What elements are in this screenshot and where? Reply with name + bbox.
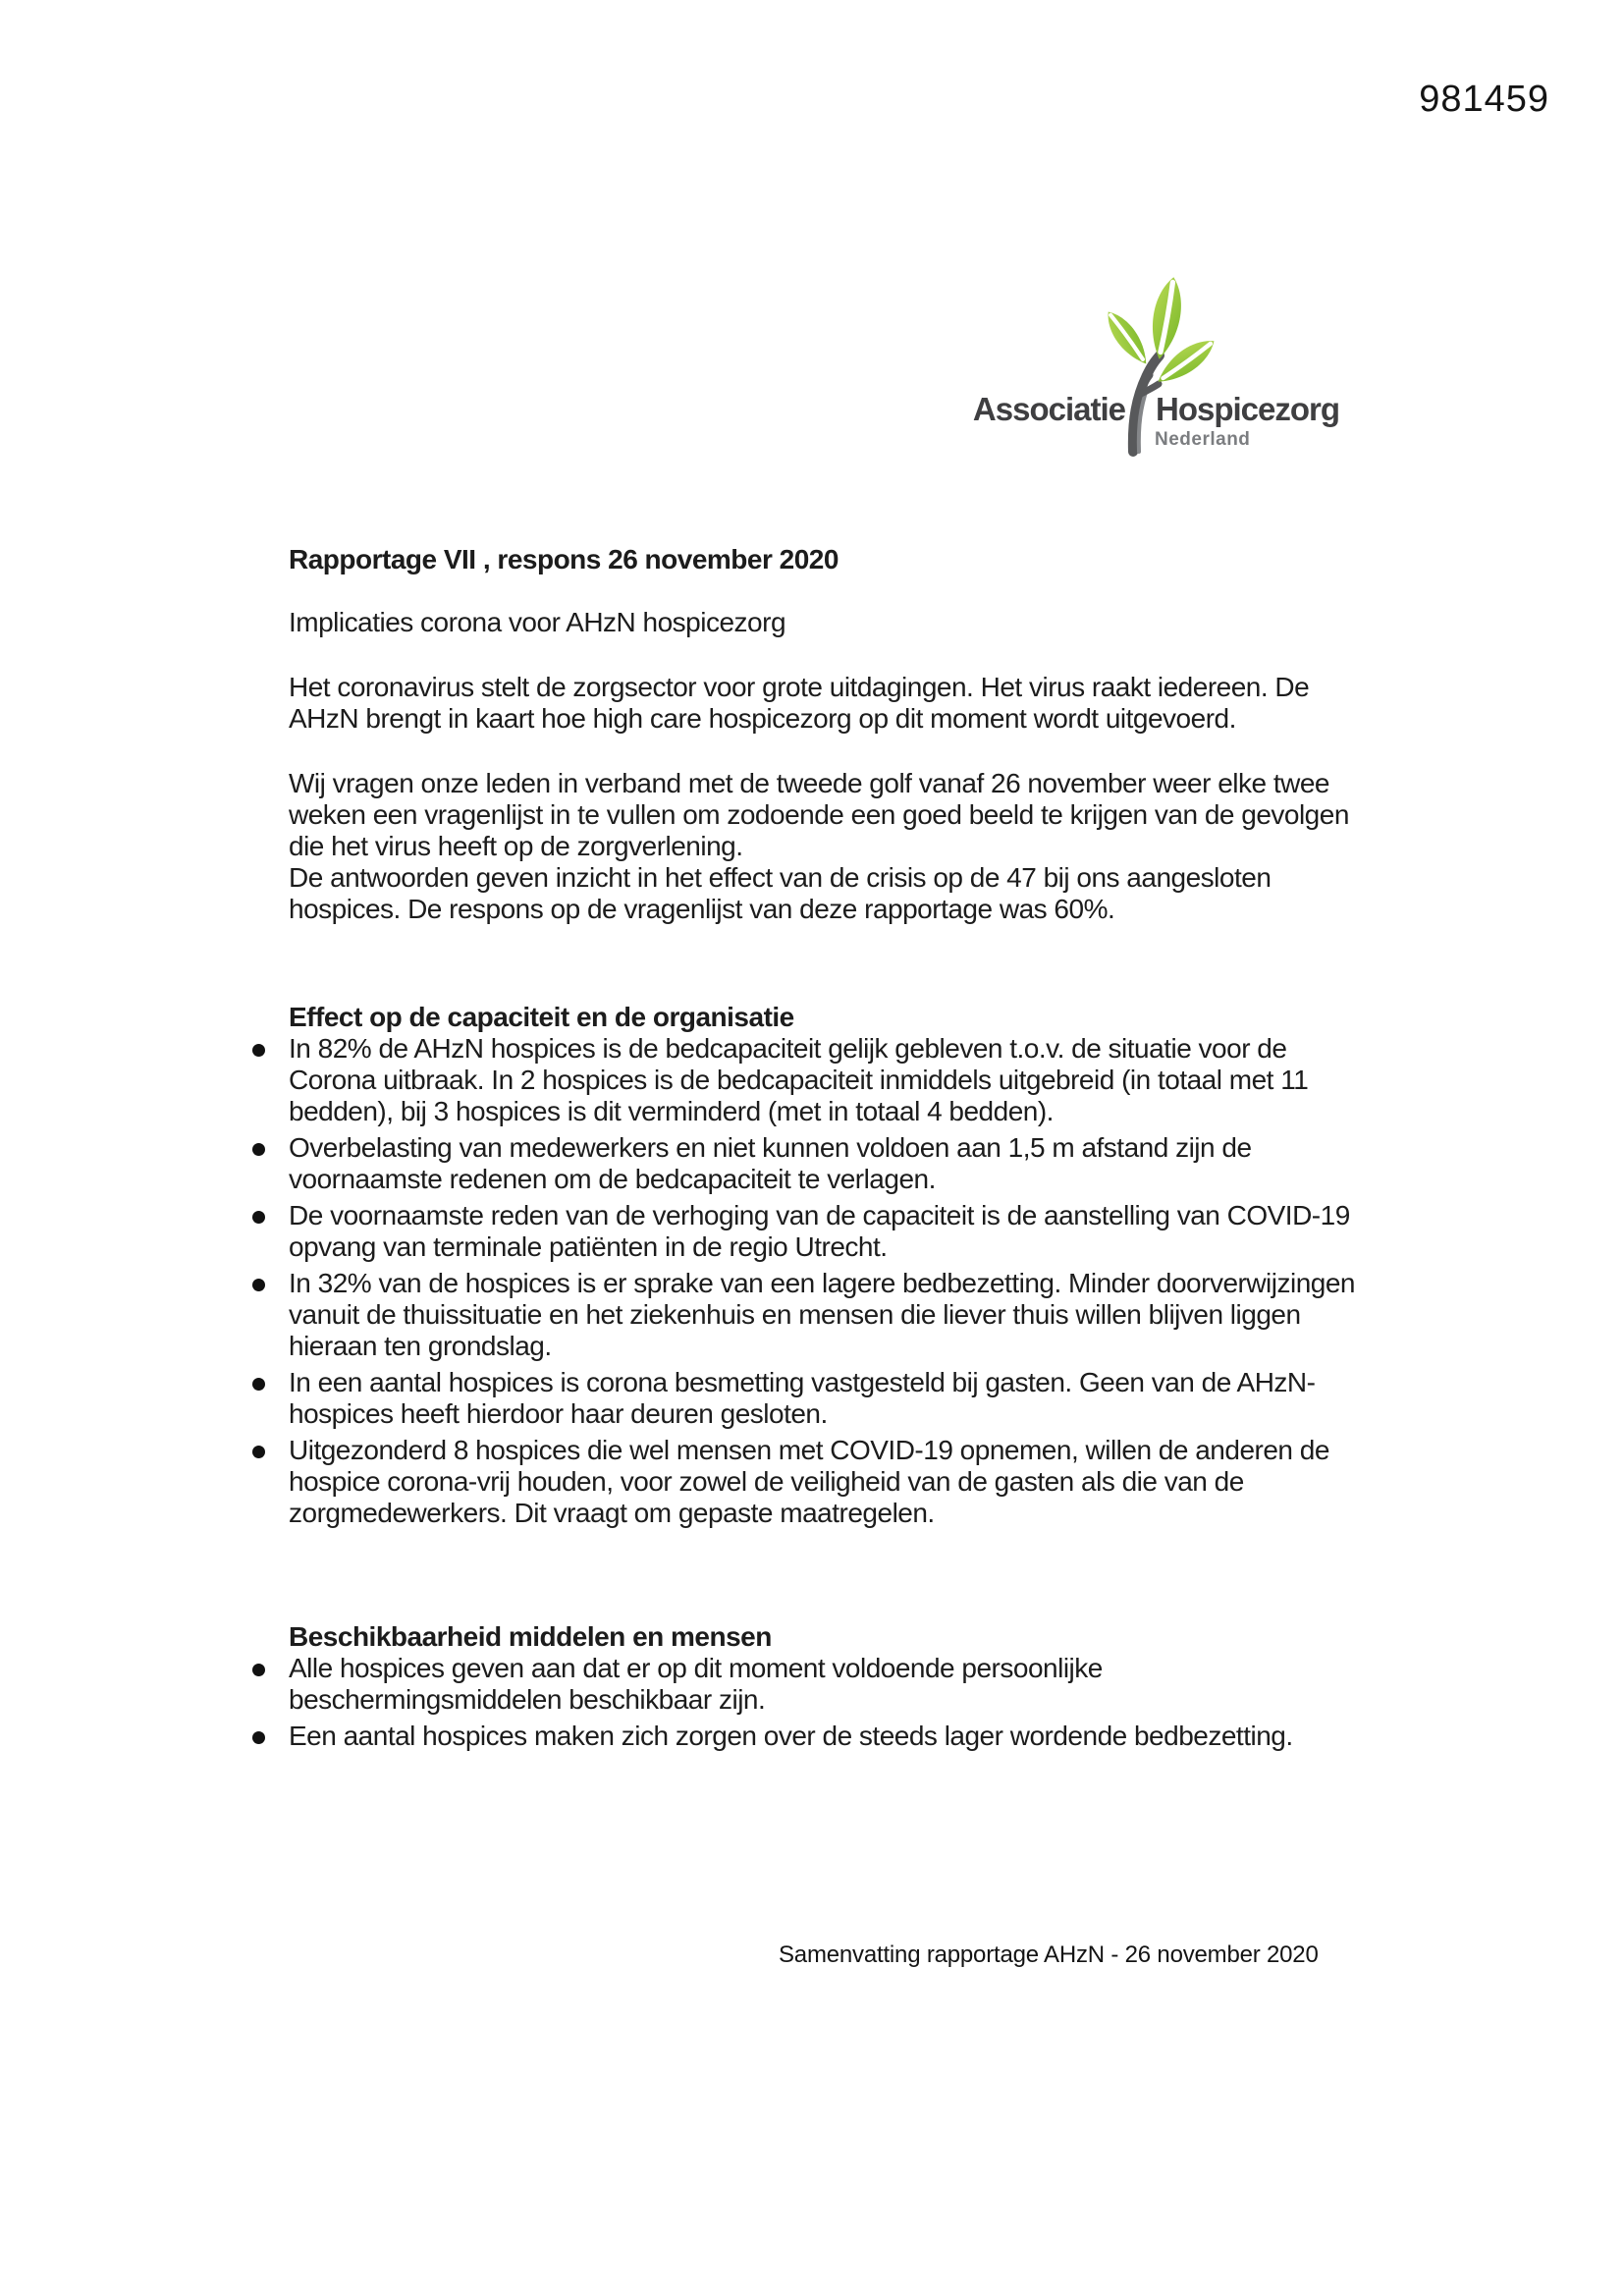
document-body (289, 544, 1364, 1757)
logo-subtitle: Nederland (1155, 429, 1251, 450)
section-beschikbaarheid (289, 1621, 1364, 1752)
report-title: Rapportage VII , respons 26 november 2020 (289, 544, 839, 574)
report-subtitle: Implicaties corona voor AHzN hospicezorg (289, 607, 786, 637)
bullet-list (245, 1653, 1364, 1752)
section-capaciteit (289, 1002, 1364, 1529)
bullet-item: In 32% van de hospices is er sprake van een lagere bedbezetting. Minder doorverwijzingen vanuit de thuissituatie en het ziekenhuis en mensen die liever thuis willen blijven liggen hieraan ten grondslag. (245, 1268, 1364, 1362)
document-number: 981459 (1419, 79, 1549, 120)
bullet-item: In 82% de AHzN hospices is de bedcapaciteit gelijk gebleven t.o.v. de situatie voor de Corona uitbraak. In 2 hospices is de bedcapaciteit inmiddels uitgebreid (in totaal met 11 bedden), bij 3 hospices is dit verminderd (met in totaal 4 bedden). (245, 1033, 1364, 1127)
logo-wordmark-left: Associatie (972, 391, 1125, 427)
paragraph-intro: Het coronavirus stelt de zorgsector voor grote uitdagingen. Het virus raakt iedereen. De AHzN brengt in kaart hoe high care hospicezorg op dit moment wordt uitgevoerd. (289, 672, 1310, 734)
bullet-list (245, 1033, 1364, 1529)
section-heading: Beschikbaarheid middelen en mensen (289, 1621, 772, 1652)
bullet-item: Alle hospices geven aan dat er op dit moment voldoende persoonlijke beschermingsmiddelen beschikbaar zijn. (245, 1653, 1364, 1716)
paragraph-response: De antwoorden geven inzicht in het effect van de crisis op de 47 bij ons aangesloten hospices. De respons op de vragenlijst van deze rapportage was 60%. (289, 862, 1272, 924)
bullet-item: De voornaamste reden van de verhoging van de capaciteit is de aanstelling van COVID-19 opvang van terminale patiënten in de regio Utrecht. (245, 1200, 1364, 1263)
section-heading: Effect op de capaciteit en de organisatie (289, 1002, 794, 1032)
bullet-item: In een aantal hospices is corona besmetting vastgesteld bij gasten. Geen van de AHzN-hospices heeft hierdoor haar deuren gesloten. (245, 1367, 1364, 1430)
page-footer: Samenvatting rapportage AHzN - 26 november 2020 (779, 1941, 1319, 1968)
bullet-item: Overbelasting van medewerkers en niet kunnen voldoen aan 1,5 m afstand zijn de voornaamste redenen om de bedcapaciteit te verlagen. (245, 1132, 1364, 1195)
logo-wordmark-right: Hospicezorg (1156, 391, 1340, 427)
paragraph-survey: Wij vragen onze leden in verband met de tweede golf vanaf 26 november weer elke twee weken een vragenlijst in te vullen om zodoende een goed beeld te krijgen van de gevolgen die het virus heeft op de zorgverlening. (289, 768, 1349, 861)
bullet-item: Een aantal hospices maken zich zorgen over de steeds lager wordende bedbezetting. (245, 1721, 1364, 1752)
bullet-item: Uitgezonderd 8 hospices die wel mensen met COVID-19 opnemen, willen de anderen de hospice corona-vrij houden, voor zowel de veiligheid van de gasten als die van de zorgmedewerkers. Dit vraagt om gepaste maatregelen. (245, 1435, 1364, 1529)
